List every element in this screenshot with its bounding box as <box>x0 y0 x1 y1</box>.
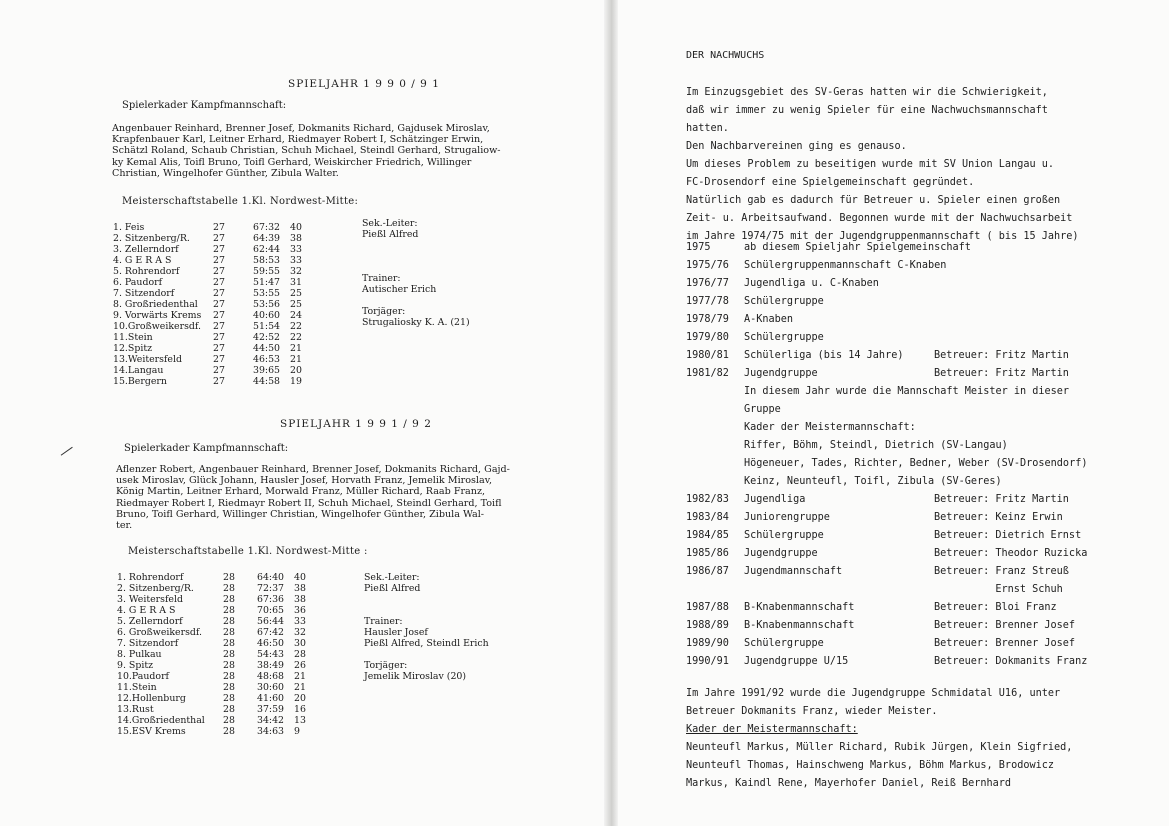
team-name: 2. Sitzenberg/R. <box>117 583 194 594</box>
history-coach: Betreuer: Theodor Ruzicka <box>934 548 1088 559</box>
history-row <box>686 260 1166 278</box>
games-played: 27 <box>213 288 225 299</box>
trainer-label: Trainer: <box>362 273 401 284</box>
points: 32 <box>294 627 306 638</box>
team-name: 15.Bergern <box>113 376 167 387</box>
team-name: 8. Pulkau <box>117 649 162 660</box>
goals: 42:52 <box>253 332 281 343</box>
team-name: 6. Großweikersdf. <box>117 627 203 638</box>
history-team: Keinz, Neunteufl, Toifl, Zibula (SV-Geres) <box>744 476 1002 487</box>
games-played: 28 <box>223 704 235 715</box>
points: 36 <box>294 605 306 616</box>
leiter-name: Pießl Alfred <box>362 229 419 240</box>
history-row <box>686 602 1166 620</box>
leiter-label: Sek.-Leiter: <box>364 572 420 583</box>
history-season: 1975/76 <box>686 260 729 271</box>
scorer-label: Torjäger: <box>362 306 406 317</box>
goals: 34:42 <box>257 715 285 726</box>
team-name: 4. G E R A S <box>117 605 176 616</box>
team-name: 14.Langau <box>113 365 164 376</box>
points: 38 <box>294 594 306 605</box>
games-played: 28 <box>223 605 235 616</box>
history-team: A-Knaben <box>744 314 794 325</box>
goals: 48:68 <box>257 671 285 682</box>
kader-line: usek Miroslav, Glück Johann, Hausler Josef, Horvath Franz, Jemelik Miroslav, <box>116 475 493 487</box>
team-name: 5. Rohrendorf <box>113 266 180 277</box>
history-team: Schülergruppe <box>744 530 824 541</box>
book-gutter <box>604 0 618 826</box>
season-1991-kader-title: Spielerkader Kampfmannschaft: <box>124 443 289 454</box>
goals: 64:40 <box>257 572 285 583</box>
games-played: 28 <box>223 627 235 638</box>
history-season: 1978/79 <box>686 314 729 325</box>
history-season: 1979/80 <box>686 332 729 343</box>
points: 20 <box>290 365 302 376</box>
goals: 41:60 <box>257 693 285 704</box>
goals: 34:63 <box>257 726 285 737</box>
history-coach: Betreuer: Brenner Josef <box>934 638 1076 649</box>
points: 31 <box>290 277 302 288</box>
closing-line: Betreuer Dokmanits Franz, wieder Meister. <box>686 706 938 717</box>
points: 28 <box>294 649 306 660</box>
games-played: 27 <box>213 244 225 255</box>
intro-line: FC-Drosendorf eine Spielgemeinschaft gegründet. <box>686 177 975 188</box>
goals: 40:60 <box>253 310 281 321</box>
games-played: 28 <box>223 693 235 704</box>
points: 13 <box>294 715 306 726</box>
history-coach: Betreuer: Bloi Franz <box>934 602 1057 613</box>
team-name: 10.Paudorf <box>117 671 170 682</box>
history-team: Kader der Meistermannschaft: <box>744 422 916 433</box>
team-name: 9. Spitz <box>117 660 154 671</box>
closing-line: Im Jahre 1991/92 wurde die Jugendgruppe Schmidatal U16, unter <box>686 688 1061 699</box>
goals: 67:32 <box>253 222 281 233</box>
kader-line: Neunteufl Thomas, Hainschweng Markus, Böhm Markus, Brodowicz <box>686 760 1055 771</box>
scorer-name: Strugaliosky K. A. (21) <box>362 317 470 328</box>
games-played: 28 <box>223 682 235 693</box>
points: 19 <box>290 376 302 387</box>
team-name: 1. Feis <box>113 222 145 233</box>
history-season: 1988/89 <box>686 620 729 631</box>
points: 20 <box>294 693 306 704</box>
games-played: 27 <box>213 365 225 376</box>
points: 38 <box>290 233 302 244</box>
leiter-name: Pießl Alfred <box>364 583 421 594</box>
goals: 53:56 <box>253 299 281 310</box>
history-team: Jugendmannschaft <box>744 566 843 577</box>
history-row <box>686 314 1166 332</box>
history-season: 1989/90 <box>686 638 729 649</box>
history-team: Jugendliga u. C-Knaben <box>744 278 879 289</box>
history-row <box>686 242 1166 260</box>
history-team: Schülergruppe <box>744 638 824 649</box>
history-row <box>686 584 1166 602</box>
points: 25 <box>290 299 302 310</box>
season-1990-kader-list <box>112 123 501 179</box>
history-season: 1983/84 <box>686 512 729 523</box>
team-name: 11.Stein <box>113 332 153 343</box>
goals: 44:58 <box>253 376 281 387</box>
history-row <box>686 278 1166 296</box>
history-row <box>686 458 1166 476</box>
points: 24 <box>290 310 302 321</box>
season-1990-officials <box>362 218 470 328</box>
team-name: 13.Rust <box>117 704 154 715</box>
goals: 46:50 <box>257 638 285 649</box>
points: 38 <box>294 583 306 594</box>
goals: 67:42 <box>257 627 285 638</box>
history-team: In diesem Jahr wurde die Mannschaft Meister in dieser <box>744 386 1070 397</box>
games-played: 27 <box>213 299 225 310</box>
history-coach: Betreuer: Brenner Josef <box>934 620 1076 631</box>
kader-line: ter. <box>116 520 133 532</box>
games-played: 27 <box>213 343 225 354</box>
games-played: 28 <box>223 572 235 583</box>
goals: 54:43 <box>257 649 285 660</box>
history-coach: Betreuer: Franz Streuß <box>934 566 1069 577</box>
history-team: Gruppe <box>744 404 781 415</box>
scorer-name: Jemelik Miroslav (20) <box>364 671 467 682</box>
kader-line: Bruno, Toifl Gerhard, Willinger Christian, Wingelhofer Günther, Zibula Wal- <box>116 508 485 520</box>
points: 33 <box>290 255 302 266</box>
history-row <box>686 296 1166 314</box>
games-played: 27 <box>213 332 225 343</box>
points: 25 <box>290 288 302 299</box>
kader-line: Riedmayer Robert I, Riedmayr Robert II, Schuh Michael, Steindl Gerhard, Toifl <box>116 497 502 509</box>
games-played: 27 <box>213 255 225 266</box>
games-played: 28 <box>223 715 235 726</box>
history-row <box>686 656 1166 674</box>
team-name: 8. Großriedenthal <box>113 299 198 310</box>
goals: 51:47 <box>253 277 281 288</box>
trainer-name: Hausler Josef <box>364 627 428 638</box>
goals: 37:59 <box>257 704 285 715</box>
games-played: 27 <box>213 321 225 332</box>
goals: 64:39 <box>253 233 281 244</box>
points: 21 <box>294 671 306 682</box>
intro-paragraph <box>686 84 1079 246</box>
points: 30 <box>294 638 306 649</box>
team-name: 2. Sitzenberg/R. <box>113 233 190 244</box>
games-played: 27 <box>213 376 225 387</box>
trainer-label: Trainer: <box>364 616 403 627</box>
kader-line: König Martin, Leitner Erhard, Morwald Franz, Müller Richard, Raab Franz, <box>116 486 486 498</box>
season-1991-officials <box>364 572 489 682</box>
points: 21 <box>290 343 302 354</box>
history-row <box>686 404 1166 422</box>
history-team: Juniorengruppe <box>744 512 830 523</box>
history-coach: Betreuer: Fritz Martin <box>934 494 1069 505</box>
intro-line: Im Einzugsgebiet des SV-Geras hatten wir die Schwierigkeit, <box>686 87 1048 98</box>
goals: 46:53 <box>253 354 281 365</box>
team-name: 3. Weitersfeld <box>117 594 183 605</box>
season-1990-table-title: Meisterschaftstabelle 1.Kl. Nordwest-Mitte: <box>122 196 359 207</box>
intro-line: im Jahre 1974/75 mit der Jugendgruppenmannschaft ( bis 15 Jahre) <box>686 231 1079 242</box>
history-season: 1976/77 <box>686 278 729 289</box>
goals: 72:37 <box>257 583 285 594</box>
games-played: 28 <box>223 638 235 649</box>
history-row <box>686 332 1166 350</box>
history-row <box>686 350 1166 368</box>
kader-line: Aflenzer Robert, Angenbauer Reinhard, Brenner Josef, Dokmanits Richard, Gajd- <box>116 464 510 475</box>
team-name: 6. Paudorf <box>113 277 163 288</box>
points: 21 <box>290 354 302 365</box>
intro-line: Um dieses Problem zu beseitigen wurde mit SV Union Langau u. <box>686 159 1055 170</box>
team-name: 10.Großweikersdf. <box>113 321 201 332</box>
intro-line: Natürlich gab es dadurch für Betreuer u. Spieler einen großen <box>686 195 1061 206</box>
history-team: Schülergruppe <box>744 332 824 343</box>
games-played: 27 <box>213 277 225 288</box>
history-team: Schülergruppenmannschaft C-Knaben <box>744 260 947 271</box>
games-played: 28 <box>223 649 235 660</box>
team-name: 3. Zellerndorf <box>113 244 179 255</box>
season-1990-title: SPIELJAHR 1 9 9 0 / 9 1 <box>288 78 440 90</box>
goals: 62:44 <box>253 244 281 255</box>
team-name: 12.Hollenburg <box>117 693 186 704</box>
history-season: 1977/78 <box>686 296 729 307</box>
history-row <box>686 530 1166 548</box>
history-row <box>686 620 1166 638</box>
team-name: 14.Großriedenthal <box>117 715 205 726</box>
goals: 67:36 <box>257 594 285 605</box>
season-1991-kader-list <box>116 464 510 531</box>
history-team: Riffer, Böhm, Steindl, Dietrich (SV-Langau) <box>744 440 1008 451</box>
history-coach: Betreuer: Fritz Martin <box>934 368 1069 379</box>
right-page <box>618 0 1169 826</box>
points: 26 <box>294 660 306 671</box>
games-played: 27 <box>213 354 225 365</box>
history-row <box>686 422 1166 440</box>
history-season: 1986/87 <box>686 566 729 577</box>
history-coach: Betreuer: Fritz Martin <box>934 350 1069 361</box>
history-coach: Betreuer: Dietrich Ernst <box>934 530 1082 541</box>
history-row <box>686 386 1166 404</box>
team-name: 4. G E R A S <box>113 255 172 266</box>
intro-line: Zeit- u. Arbeitsaufwand. Begonnen wurde mit der Nachwuchsarbeit <box>686 213 1073 224</box>
points: 32 <box>290 266 302 277</box>
history-row <box>686 476 1166 494</box>
kader-line: Schätzl Roland, Schaub Christian, Schuh Michael, Steindl Gerhard, Strugaliow- <box>112 145 501 157</box>
history-season: 1975 <box>686 242 711 253</box>
season-1990-kader-title: Spielerkader Kampfmannschaft: <box>122 100 287 111</box>
games-played: 28 <box>223 583 235 594</box>
team-name: 1. Rohrendorf <box>117 572 184 583</box>
history-season: 1984/85 <box>686 530 729 541</box>
history-row <box>686 368 1166 386</box>
team-name: 9. Vorwärts Krems <box>113 310 202 321</box>
games-played: 28 <box>223 671 235 682</box>
goals: 59:55 <box>253 266 281 277</box>
team-name: 13.Weitersfeld <box>113 354 182 365</box>
trainer-name: Autischer Erich <box>362 284 437 295</box>
history-season: 1985/86 <box>686 548 729 559</box>
history-coach: Betreuer: Dokmanits Franz <box>934 656 1088 667</box>
history-team: B-Knabenmannschaft <box>744 620 855 631</box>
intro-line: daß wir immer zu wenig Spieler für eine Nachwuchsmannschaft <box>686 105 1048 116</box>
points: 22 <box>290 332 302 343</box>
history-team: Schülergruppe <box>744 296 824 307</box>
intro-line: hatten. <box>686 123 729 134</box>
games-played: 27 <box>213 222 225 233</box>
goals: 70:65 <box>257 605 285 616</box>
intro-line: Den Nachbarvereinen ging es genauso. <box>686 141 907 152</box>
history-team: Jugendliga <box>744 494 806 505</box>
points: 33 <box>290 244 302 255</box>
points: 40 <box>290 222 302 233</box>
kader-line: Neunteufl Markus, Müller Richard, Rubik Jürgen, Klein Sigfried, <box>686 742 1073 753</box>
season-1991-table-title: Meisterschaftstabelle 1.Kl. Nordwest-Mitte : <box>128 546 368 557</box>
trainer-name: Pießl Alfred, Steindl Erich <box>364 638 489 649</box>
games-played: 28 <box>223 660 235 671</box>
goals: 56:44 <box>257 616 285 627</box>
history-team: Schülerliga (bis 14 Jahre) <box>744 350 904 361</box>
games-played: 27 <box>213 310 225 321</box>
history-season: 1982/83 <box>686 494 729 505</box>
games-played: 28 <box>223 616 235 627</box>
history-row <box>686 638 1166 656</box>
team-name: 5. Zellerndorf <box>117 616 183 627</box>
season-1991-standings <box>117 572 337 742</box>
pen-mark <box>61 447 78 462</box>
history-team: Jugendgruppe <box>744 548 818 559</box>
history-season: 1981/82 <box>686 368 729 379</box>
points: 33 <box>294 616 306 627</box>
history-row <box>686 548 1166 566</box>
points: 21 <box>294 682 306 693</box>
history-coach: Ernst Schuh <box>934 584 1063 595</box>
history-team: ab diesem Spieljahr Spielgemeinschaft <box>744 242 971 253</box>
history-row <box>686 494 1166 512</box>
history-season: 1987/88 <box>686 602 729 613</box>
scorer-label: Torjäger: <box>364 660 408 671</box>
team-name: 7. Sitzendorf <box>113 288 175 299</box>
kader-line: Christian, Wingelhofer Günther, Zibula Walter. <box>112 167 339 179</box>
history-season: 1990/91 <box>686 656 729 667</box>
history-row <box>686 566 1166 584</box>
kader-line: ky Kemal Alis, Toifl Bruno, Toifl Gerhard, Weiskircher Friedrich, Willinger <box>112 156 472 168</box>
team-name: 7. Sitzendorf <box>117 638 179 649</box>
goals: 51:54 <box>253 321 281 332</box>
history-season: 1980/81 <box>686 350 729 361</box>
season-1990-standings <box>113 222 333 392</box>
season-1991-title: SPIELJAHR 1 9 9 1 / 9 2 <box>280 418 432 430</box>
kader-line: Markus, Kaindl Rene, Mayerhofer Daniel, Reiß Bernhard <box>686 778 1012 789</box>
kader-heading: Kader der Meistermannschaft: <box>686 724 858 735</box>
team-name: 12.Spitz <box>113 343 153 354</box>
goals: 39:65 <box>253 365 281 376</box>
goals: 44:50 <box>253 343 281 354</box>
history-team: Jugendgruppe U/15 <box>744 656 849 667</box>
games-played: 28 <box>223 726 235 737</box>
games-played: 28 <box>223 594 235 605</box>
history-coach: Betreuer: Keinz Erwin <box>934 512 1063 523</box>
leiter-label: Sek.-Leiter: <box>362 218 418 229</box>
goals: 58:53 <box>253 255 281 266</box>
goals: 30:60 <box>257 682 285 693</box>
history-row <box>686 440 1166 458</box>
points: 16 <box>294 704 306 715</box>
team-name: 11.Stein <box>117 682 157 693</box>
history-team: B-Knabenmannschaft <box>744 602 855 613</box>
points: 9 <box>294 726 300 737</box>
points: 22 <box>290 321 302 332</box>
points: 40 <box>294 572 306 583</box>
goals: 53:55 <box>253 288 281 299</box>
history-row <box>686 512 1166 530</box>
section-title: DER NACHWUCHS <box>686 50 765 61</box>
team-name: 15.ESV Krems <box>117 726 186 737</box>
games-played: 27 <box>213 266 225 277</box>
history-team: Jugendgruppe <box>744 368 818 379</box>
kader-line: Angenbauer Reinhard, Brenner Josef, Dokmanits Richard, Gajdusek Miroslav, <box>112 123 490 134</box>
closing-paragraph <box>686 685 1072 793</box>
history-team: Högeneuer, Tades, Richter, Bedner, Weber (SV-Drosendorf) <box>744 458 1088 469</box>
games-played: 27 <box>213 233 225 244</box>
goals: 38:49 <box>257 660 285 671</box>
kader-line: Krapfenbauer Karl, Leitner Erhard, Riedmayer Robert I, Schätzinger Erwin, <box>112 134 484 146</box>
